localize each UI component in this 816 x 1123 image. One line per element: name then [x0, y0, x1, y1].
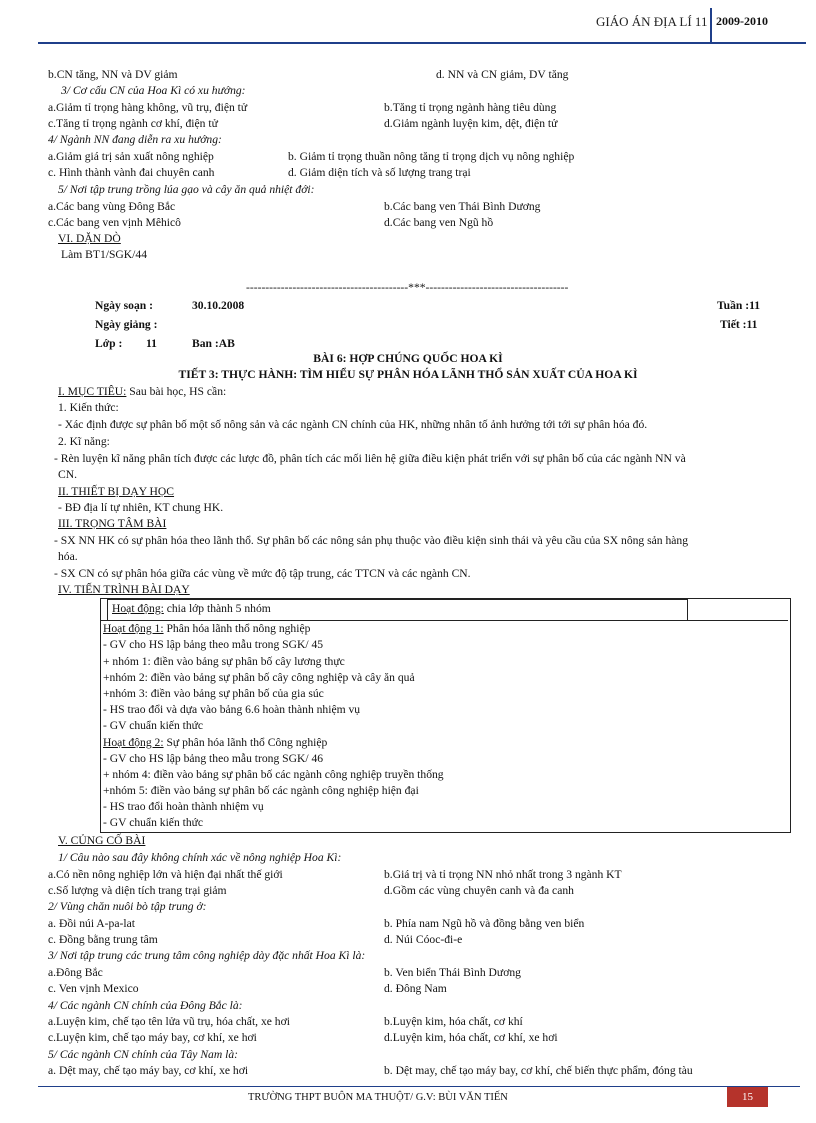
q4-option-d: d. Giảm diện tích và số lượng trang trại	[288, 166, 471, 179]
separator: ------------------------------------------***-------------------------------------	[246, 281, 569, 294]
review-q2-d: d. Núi Cóoc-đi-e	[384, 933, 463, 946]
section-iii-line3: - SX CN có sự phân hóa giữa các vùng về mức độ tập trung, các TTCN và các ngành CN.	[54, 567, 471, 580]
q2-option-b: b.CN tăng, NN và DV giảm	[48, 68, 178, 81]
q5-option-b: b.Các bang ven Thái Bình Dương	[384, 200, 541, 213]
skills-label: 2. Kĩ năng:	[58, 435, 110, 448]
activity-2-line: + nhóm 4: điền vào bảng sự phân bố các ngành công nghiệp truyền thống	[103, 768, 444, 781]
activity-1-line: - HS trao đổi và dựa vào bảng 6.6 hoàn thành nhiệm vụ	[103, 703, 361, 716]
review-q3-c: c. Ven vịnh Mexico	[48, 982, 139, 995]
review-q3: 3/ Nơi tập trung các trung tâm công nghiệp dày đặc nhất Hoa Kì là:	[48, 949, 366, 962]
header-divider	[710, 8, 712, 44]
q3-option-a: a.Giảm tỉ trọng hàng không, vũ trụ, điện tử	[48, 101, 248, 114]
q3-option-b: b.Tăng tỉ trọng ngành hàng tiêu dùng	[384, 101, 557, 114]
q4-option-c: c. Hình thành vành đai chuyên canh	[48, 166, 215, 179]
q4-question: 4/ Ngành NN đang diễn ra xu hướng:	[48, 133, 222, 146]
q3-option-c: c.Tăng tỉ trọng ngành cơ khí, điện tử	[48, 117, 218, 130]
q2-option-d: d. NN và CN giảm, DV tăng	[436, 68, 569, 81]
review-q1: 1/ Câu nào sau đây không chính xác về nông nghiệp Hoa Kì:	[58, 851, 342, 864]
review-q3-d: d. Đông Nam	[384, 982, 447, 995]
section-v-heading: V. CỦNG CỐ BÀI	[58, 834, 146, 847]
review-q4-b: b.Luyện kim, hóa chất, cơ khí	[384, 1015, 523, 1028]
review-q3-a: a.Đông Bắc	[48, 966, 103, 979]
activity-1-title	[103, 621, 310, 637]
review-q2: 2/ Vùng chăn nuôi bò tập trung ở:	[48, 900, 207, 913]
activity-2-label: Hoạt động 2:	[103, 736, 164, 749]
review-q5-a: a. Dệt may, chế tạo máy bay, cơ khí, xe hơi	[48, 1064, 249, 1077]
activity-label: Hoạt động:	[112, 602, 164, 615]
section-ii-heading: II. THIẾT BỊ DẠY HỌC	[58, 485, 175, 498]
review-q2-b: b. Phía nam Ngũ hồ và đồng bằng ven biển	[384, 917, 585, 930]
activity-2-line: - GV cho HS lập bảng theo mẫu trong SGK/ 46	[103, 752, 324, 765]
review-q1-b: b.Giá trị và tỉ trọng NN nhỏ nhất trong 3 ngành KT	[384, 868, 622, 881]
tuan: Tuần :11	[717, 299, 761, 312]
review-q2-c: c. Đồng bằng trung tâm	[48, 933, 158, 946]
page-number: 15	[727, 1087, 768, 1107]
activity-1-line: +nhóm 3: điền vào bảng sự phân bố của gia súc	[103, 687, 324, 700]
q4-option-a: a.Giảm giá trị sản xuất nông nghiệp	[48, 150, 214, 163]
activity-2-text: Sự phân hóa lãnh thổ Công nghiệp	[163, 736, 328, 749]
header-rule	[38, 42, 806, 44]
review-q4-a: a.Luyện kim, chế tạo tên lửa vũ trụ, hóa chất, xe hơi	[48, 1015, 290, 1028]
activity-1-line: - GV cho HS lập bảng theo mẫu trong SGK/ 45	[103, 638, 324, 651]
section-ii-text: - BĐ địa lí tự nhiên, KT chung HK.	[58, 501, 224, 514]
activity-1-line: + nhóm 1: điền vào bảng sự phân bố cây lương thực	[103, 655, 345, 668]
lesson-subtitle: TIẾT 3: THỰC HÀNH: TÌM HIỂU SỰ PHÂN HÓA LÃNH THỔ SẢN XUẤT CỦA HOA KÌ	[178, 368, 638, 381]
review-q4-c: c.Luyện kim, chế tạo máy bay, cơ khí, xe hơi	[48, 1031, 257, 1044]
lop-label: Lớp :	[95, 337, 123, 350]
review-q5: 5/ Các ngành CN chính của Tây Nam là:	[48, 1048, 239, 1061]
header-year: 2009-2010	[716, 14, 768, 28]
ban: Ban :AB	[192, 337, 235, 350]
q5-option-a: a.Các bang vùng Đông Bắc	[48, 200, 176, 213]
activity-2-title	[103, 735, 327, 751]
q5-option-c: c.Các bang ven vịnh Mêhicô	[48, 216, 181, 229]
homework: Làm BT1/SGK/44	[61, 248, 147, 261]
lesson-title: BÀI 6: HỢP CHÚNG QUỐC HOA KÌ	[313, 352, 503, 365]
activity-2-line: +nhóm 5: điền vào bảng sự phân bố các ngành công nghiệp hiện đại	[103, 784, 419, 797]
review-q1-c: c.Số lượng và diện tích trang trại giảm	[48, 884, 227, 897]
q3-option-d: d.Giảm ngành luyện kim, dệt, điện tử	[384, 117, 558, 130]
footer-rule	[38, 1086, 800, 1087]
section-iii-line1: - SX NN HK có sự phân hóa theo lãnh thổ. Sự phân bố các nông sản phụ thuộc vào điều kiện sinh thái và yêu cầu của SX nông sản hàng	[54, 534, 688, 547]
section-i-row	[58, 384, 226, 400]
review-q1-a: a.Có nền nông nghiệp lớn và hiện đại nhất thế giới	[48, 868, 283, 881]
activity-1-label: Hoạt động 1:	[103, 622, 164, 635]
q5-option-d: d.Các bang ven Ngũ hồ	[384, 216, 494, 229]
skills-text-2: CN.	[58, 468, 78, 481]
lop-value: 11	[146, 337, 157, 350]
section-iv-heading: IV. TIẾN TRÌNH BÀI DẠY	[58, 583, 190, 596]
review-q4: 4/ Các ngành CN chính của Đông Bắc là:	[48, 999, 243, 1012]
section-i-heading: I. MỤC TIÊU:	[58, 385, 127, 398]
activity-2-line: - HS trao đổi hoàn thành nhiệm vụ	[103, 800, 264, 813]
q5-question: 5/ Nơi tập trung trồng lúa gạo và cây ăn quả nhiệt đới:	[58, 183, 315, 196]
q3-question: 3/ Cơ cấu CN của Hoa Kì có xu hướng:	[61, 84, 246, 97]
ngay-giang-label: Ngày giảng :	[95, 318, 158, 331]
activity-intro	[112, 601, 271, 617]
header-subject: GIÁO ÁN ĐỊA LÍ 11	[596, 14, 708, 29]
activity-text: chia lớp thành 5 nhóm	[163, 602, 271, 615]
activity-1-line: +nhóm 2: điền vào bảng sự phân bố cây công nghiệp và cây ăn quả	[103, 671, 415, 684]
footer-school: TRƯỜNG THPT BUÔN MA THUỘT/ G.V: BÙI VĂN TIẾN	[248, 1092, 508, 1103]
ngay-soan-value: 30.10.2008	[192, 299, 245, 312]
review-q5-b: b. Dệt may, chế tạo máy bay, cơ khí, chế biến thực phẩm, đóng tàu	[384, 1064, 693, 1077]
knowledge-label: 1. Kiến thức:	[58, 401, 119, 414]
section-i-intro: Sau bài học, HS cần:	[126, 385, 227, 398]
section-iii-line2: hóa.	[58, 550, 78, 563]
ngay-soan-label: Ngày soạn :	[95, 299, 153, 312]
section-iii-heading: III. TRỌNG TÂM BÀI	[58, 517, 167, 530]
knowledge-text: - Xác định được sự phân bố một số nông sản và các ngành CN chính của HK, những nhân tố ảnh hưởng tới tới sự phân hóa đó.	[58, 418, 648, 431]
review-q2-a: a. Đồi núi A-pa-lat	[48, 917, 135, 930]
section-vi-heading: VI. DẶN DÒ	[58, 232, 121, 245]
q4-option-b: b. Giảm tỉ trọng thuần nông tăng tỉ trọng dịch vụ nông nghiệp	[288, 150, 575, 163]
review-q1-d: d.Gồm các vùng chuyên canh và đa canh	[384, 884, 574, 897]
review-q3-b: b. Ven biển Thái Bình Dương	[384, 966, 521, 979]
activity-1-text: Phân hóa lãnh thổ nông nghiệp	[163, 622, 311, 635]
activity-2-line: - GV chuẩn kiến thức	[103, 816, 204, 829]
tiet-number: Tiết :11	[720, 318, 758, 331]
skills-text-1: - Rèn luyện kĩ năng phân tích được các lược đồ, phân tích các mối liên hệ giữa điều kiện phát triển với sự phân bố của các ngành NN và	[54, 452, 686, 465]
activity-1-line: - GV chuẩn kiến thức	[103, 719, 204, 732]
review-q4-d: d.Luyện kim, hóa chất, cơ khí, xe hơi	[384, 1031, 558, 1044]
